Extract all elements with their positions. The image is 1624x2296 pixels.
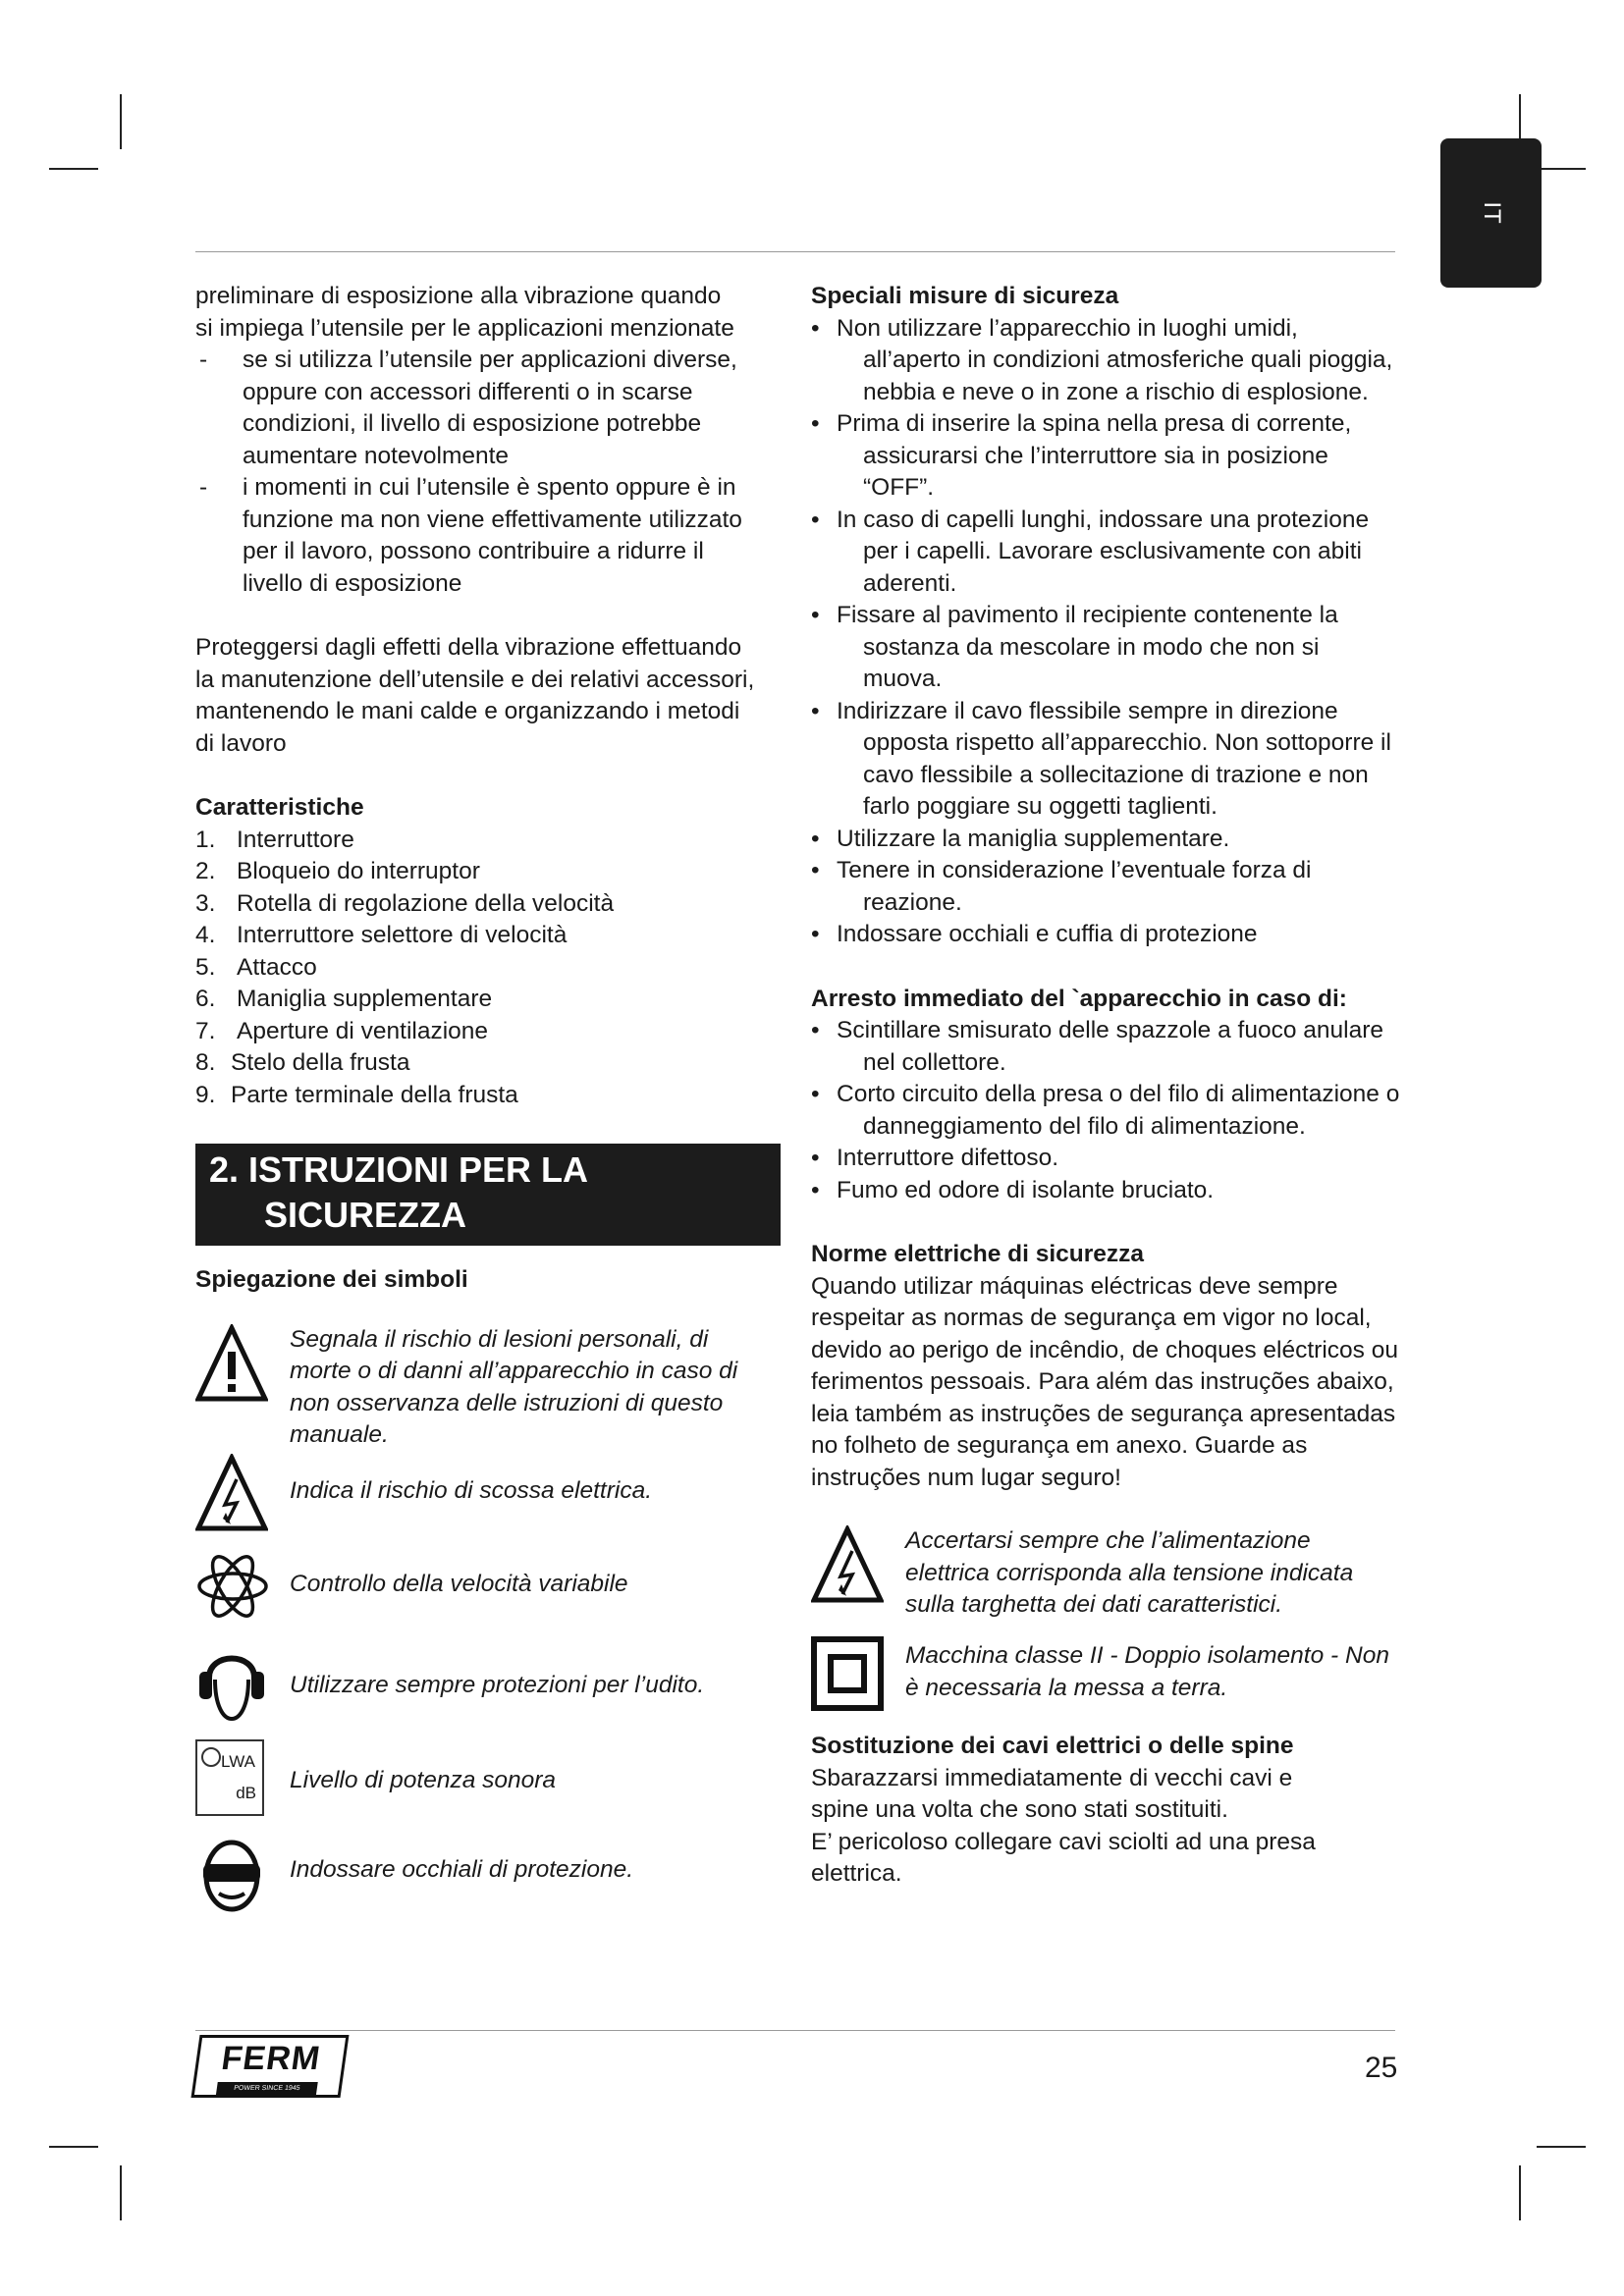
list-item: • Indirizzare il cavo flessibile sempre in direzione opposta rispetto all’apparecchio. Non sottoporre il cavo flessibile a sollecitazione di trazione e non farlo poggiare su oggetti taglienti. xyxy=(811,696,1400,824)
list-item: • Interruttore difettoso. xyxy=(811,1143,1400,1175)
eye-protection-icon xyxy=(195,1835,276,1913)
list-item: 3. Rotella di regolazione della velocità xyxy=(195,889,615,917)
list-item: • In caso di capelli lunghi, indossare una protezione per i capelli. Lavorare esclusivamente con abiti aderenti. xyxy=(811,505,1400,601)
immediate-stop-list xyxy=(811,1015,1400,1206)
symbol-text: Indossare occhiali di protezione. xyxy=(290,1855,634,1883)
vibration-paragraph: Proteggersi dagli effetti della vibrazione effettuando la manutenzione dell’utensile e dei relativi accessori, mantenendo le mani calde e organizzando i metodi di lavoro xyxy=(195,634,755,757)
symbol-row xyxy=(195,1835,785,1930)
special-measures-heading: Speciali misure di sicureza xyxy=(811,283,1119,309)
header-rule xyxy=(195,251,1395,252)
list-item: 6. Maniglia supplementare xyxy=(195,986,493,1012)
replacement-heading: Sostituzione dei cavi elettrici o delle spine xyxy=(811,1733,1294,1759)
list-item: • Tenere in considerazione l’eventuale forza di reazione. xyxy=(811,855,1400,919)
symbol-text: Utilizzare sempre protezioni per l’udito. xyxy=(290,1671,705,1698)
immediate-stop-heading: Arresto immediato del `apparecchio in caso di: xyxy=(811,985,1347,1012)
ear-protection-icon xyxy=(195,1644,276,1725)
features-list xyxy=(195,825,785,1112)
symbol-row xyxy=(811,1525,1400,1636)
crop-mark xyxy=(49,168,98,170)
list-item: • Fumo ed odore di isolante bruciato. xyxy=(811,1175,1400,1207)
list-item: - i momenti in cui l’utensile è spento oppure è in funzione ma non viene effettivamente utilizzato per il lavoro, possono contribuire a ridurre il livello di esposizione xyxy=(195,472,755,600)
list-item: 4. Interruttore selettore di velocità xyxy=(195,922,568,948)
section-title-line1: 2. ISTRUZIONI PER LA xyxy=(209,1149,589,1190)
section-heading xyxy=(195,1144,781,1246)
symbols-heading: Spiegazione dei simboli xyxy=(195,1266,468,1293)
list-item: • Fissare al pavimento il recipiente contenente la sostanza da mescolare in modo che non si muova. xyxy=(811,600,1400,696)
warning-triangle-icon xyxy=(195,1324,276,1403)
sound-badge-top: LWA xyxy=(221,1751,255,1771)
list-item: • Scintillare smisurato delle spazzole a fuoco anulare nel collettore. xyxy=(811,1015,1400,1079)
symbol-row xyxy=(195,1549,785,1644)
ferm-logo xyxy=(195,2035,345,2098)
symbol-row xyxy=(195,1739,785,1835)
list-item: 7. Aperture di ventilazione xyxy=(195,1017,489,1044)
list-item: • Non utilizzare l’apparecchio in luoghi umidi, all’aperto in condizioni atmosferiche quali pioggia, nebbia e neve o in zone a rischio di esplosione. xyxy=(811,313,1400,409)
list-item: 1. Interruttore xyxy=(195,826,354,853)
symbol-text: Macchina classe II - Doppio isolamento - Non è necessaria la messa a terra. xyxy=(905,1642,1389,1701)
double-insulation-icon xyxy=(811,1636,892,1711)
list-item: 9. Parte terminale della frusta xyxy=(195,1081,518,1108)
special-measures-list xyxy=(811,313,1400,951)
list-item: • Indossare occhiali e cuffia di protezione xyxy=(811,919,1400,951)
symbol-text: Livello di potenza sonora xyxy=(290,1766,557,1793)
variable-speed-icon xyxy=(195,1549,276,1624)
sound-power-icon xyxy=(195,1739,276,1816)
crop-mark xyxy=(1537,168,1586,170)
crop-mark xyxy=(1519,2165,1521,2220)
crop-mark xyxy=(120,94,122,149)
symbol-row xyxy=(195,1324,785,1454)
electrical-paragraph: Quando utilizar máquinas eléctricas deve sempre respeitar as normas de segurança em vigor no local, devido ao perigo de incêndio, de choques eléctricos ou ferimentos pessoais. Para além das instruções abaixo, leia também as instruções de segurança apresentadas no folheto de segurança em anexo. Guarde as instruções num lugar seguro! xyxy=(811,1272,1398,1491)
intro-line: preliminare di esposizione alla vibrazione quando xyxy=(195,283,722,309)
right-column xyxy=(811,281,1400,1891)
replacement-line: Sbarazzarsi immediatamente di vecchi cavi e xyxy=(811,1764,1293,1791)
language-tab xyxy=(1440,138,1542,288)
exposure-list xyxy=(195,345,755,600)
crop-mark xyxy=(1537,2146,1586,2148)
electric-shock-icon xyxy=(195,1454,276,1532)
list-item: • Corto circuito della presa o del filo di alimentazione o danneggiamento del filo di alimentazione. xyxy=(811,1079,1400,1143)
symbol-row xyxy=(195,1454,785,1549)
symbol-row xyxy=(811,1636,1400,1731)
symbol-text: Indica il rischio di scossa elettrica. xyxy=(290,1476,653,1504)
replacement-line: spine una volta che sono stati sostituiti. xyxy=(811,1796,1228,1823)
symbol-text: Controllo della velocità variabile xyxy=(290,1570,628,1597)
language-code: IT xyxy=(1478,201,1505,225)
intro-line: si impiega l’utensile per le applicazioni menzionate xyxy=(195,314,734,342)
section-title-line2: SICUREZZA xyxy=(264,1195,466,1235)
features-heading: Caratteristiche xyxy=(195,794,364,821)
replacement-line: E’ pericoloso collegare cavi sciolti ad una presa xyxy=(811,1828,1316,1855)
list-item: - se si utilizza l’utensile per applicazioni diverse, oppure con accessori differenti o in scarse condizioni, il livello di esposizione potrebbe aumentare notevolmente xyxy=(195,345,755,472)
list-item: • Utilizzare la maniglia supplementare. xyxy=(811,824,1400,856)
left-column xyxy=(195,281,785,1930)
symbol-text: Segnala il rischio di lesioni personali, di morte o di danni all’apparecchio in caso di non osservanza delle istruzioni di questo manuale. xyxy=(290,1325,738,1448)
replacement-line: elettrica. xyxy=(811,1860,902,1887)
crop-mark xyxy=(49,2146,98,2148)
symbol-text: Accertarsi sempre che l’alimentazione elettrica corrisponda alla tensione indicata sulla targhetta dei dati caratteristici. xyxy=(905,1527,1354,1618)
list-item: 5. Attacco xyxy=(195,953,317,981)
electrical-heading: Norme elettriche di sicurezza xyxy=(811,1241,1145,1267)
logo-tagline: POWER SINCE 1945 xyxy=(216,2082,318,2095)
electric-shock-icon xyxy=(811,1525,892,1604)
symbol-row xyxy=(195,1644,785,1739)
crop-mark xyxy=(120,2165,122,2220)
list-item: 8. Stelo della frusta xyxy=(195,1049,410,1076)
logo-text: FERM xyxy=(219,2040,323,2077)
list-item: • Prima di inserire la spina nella presa di corrente, assicurarsi che l’interruttore sia in posizione “OFF”. xyxy=(811,408,1400,505)
footer-rule xyxy=(195,2030,1395,2031)
list-item: 2. Bloqueio do interruptor xyxy=(195,858,480,884)
sound-badge-bottom: dB xyxy=(236,1784,256,1802)
page-number: 25 xyxy=(1365,2052,1398,2084)
